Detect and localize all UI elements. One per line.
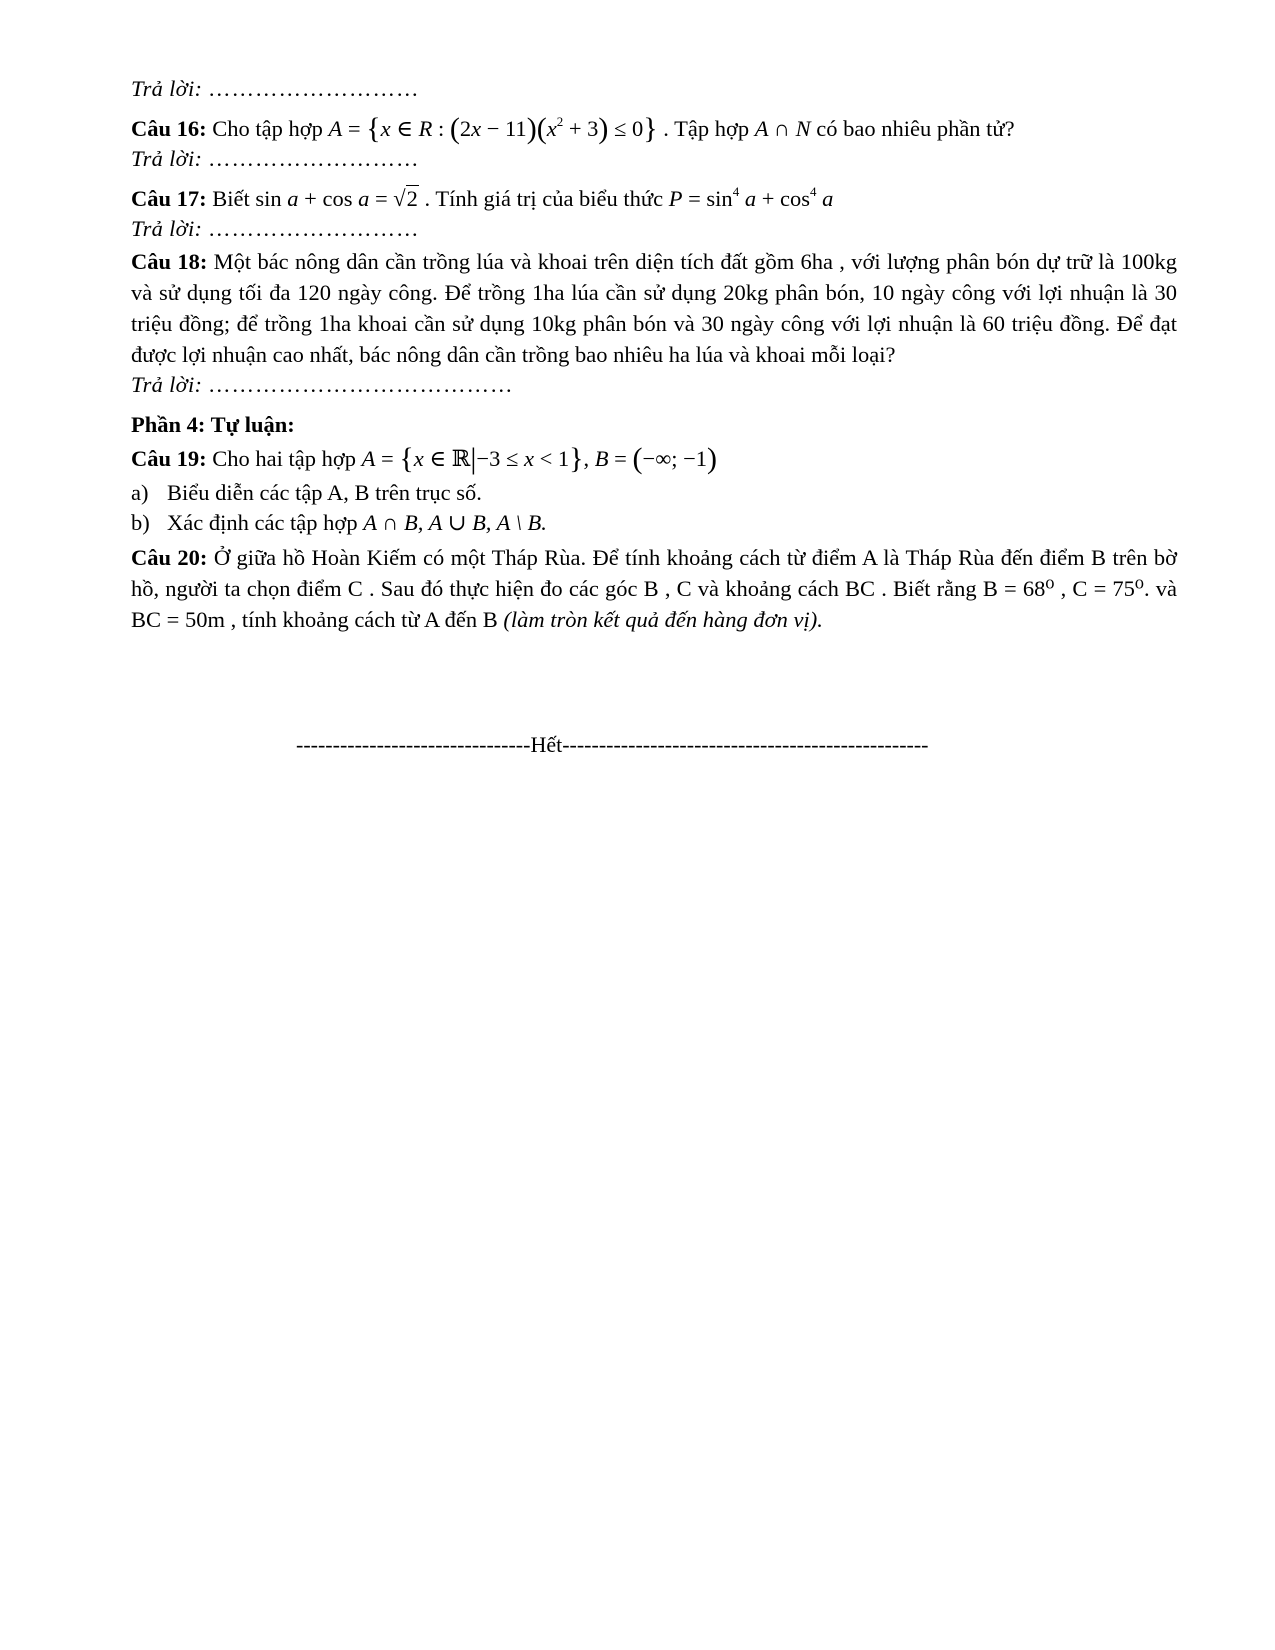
question-20 [131,542,1177,635]
question-19-label: Câu 19: [131,446,207,471]
question-19-item-b [131,508,1177,538]
item-text: Biểu diễn các tập A, B trên trục số. [167,480,482,505]
question-17-target-expr: $P = \sin^4 a + \cos^4 a$ [668,184,834,211]
answer-dots: ……………………… [207,146,420,171]
question-19-item-a [131,478,1177,508]
answer-label: Trả lời: [131,146,203,171]
question-18-text: Một bác nông dân cần trồng lúa và khoai trên diện tích đất gồm 6ha , với lượng phân bón dự trữ là 100kg và sử dụng tối đa 120 ngày công. Để trồng 1ha lúa cần sử dụng 20kg phân bón, 10 ngày công với lợi nhuận là 30 triệu đồng; để trồng 1ha khoai cần sử dụng 10kg phân bón và 30 ngày công với lợi nhuận là 60 triệu đồng. Để đạt được lợi nhuận cao nhất, bác nông dân cần trồng bao nhiêu ha lúa và khoai mỗi loại? [131,249,1177,367]
item-text: Xác định các tập hợp [167,510,358,535]
question-19 [131,442,1177,474]
item-label: b) [131,510,150,535]
answer-line-17 [131,214,1177,244]
question-20-label: Câu 20: [131,545,208,570]
question-16-text-after: có bao nhiêu phần tử? [816,116,1015,141]
question-20-text: Ở giữa hồ Hoàn Kiếm có một Tháp Rùa. Để tính khoảng cách từ điểm A là Tháp Rùa đến điểm B trên bờ hồ, người ta chọn điểm C . Sau đó thực hiện đo các góc B , C và khoảng cách BC . Biết rằng B = 68⁰ , C = 75⁰. và BC = 50m , tính khoảng cách từ A đến B [131,545,1178,632]
question-17-label: Câu 17: [131,186,207,211]
question-19-text-before: Cho hai tập hợp [212,446,357,471]
answer-line-15 [131,74,1177,104]
question-17-text-before: Biết [212,186,250,211]
question-19-set-expr: A = {x ∈ ℝ|−3 ≤ x < 1}, B = (−∞; −1) [361,442,718,475]
question-17-text-mid: . Tính giá trị của biểu thức [424,186,664,211]
answer-label: Trả lời: [131,216,203,241]
question-17-given-expr: sin a + cos a = √2 [255,186,418,211]
answer-label: Trả lời: [131,76,203,101]
question-16 [131,107,1177,144]
answer-dots: ……………………… [207,76,420,101]
question-17 [131,177,1177,214]
question-16-label: Câu 16: [131,116,207,141]
question-18-label: Câu 18: [131,249,208,274]
part-4-title: Phần 4: Tự luận: [131,412,295,437]
item-label: a) [131,480,149,505]
answer-line-16 [131,144,1177,174]
question-16-text-mid: . Tập hợp [663,116,750,141]
answer-dots: ……………………… [207,216,420,241]
question-16-set-expr: A = {x ∈ R : $(2x - 11)(x^2 + 3) \le 0$} [328,112,658,145]
answer-label: Trả lời: [131,372,203,397]
question-16-intersection: A ∩ N [754,116,811,141]
question-18 [131,246,1177,370]
exam-content [131,74,1177,635]
question-16-text-before: Cho tập hợp [212,116,323,141]
end-marker: --------------------------------Hết-------------------------------------------------- [296,732,929,757]
answer-line-18 [131,370,1177,400]
answer-dots: ………………………………… [207,372,514,397]
item-expr: A ∩ B, A ∪ B, A \ B. [363,510,547,535]
question-20-note: (làm tròn kết quả đến hàng đơn vị). [503,607,823,632]
